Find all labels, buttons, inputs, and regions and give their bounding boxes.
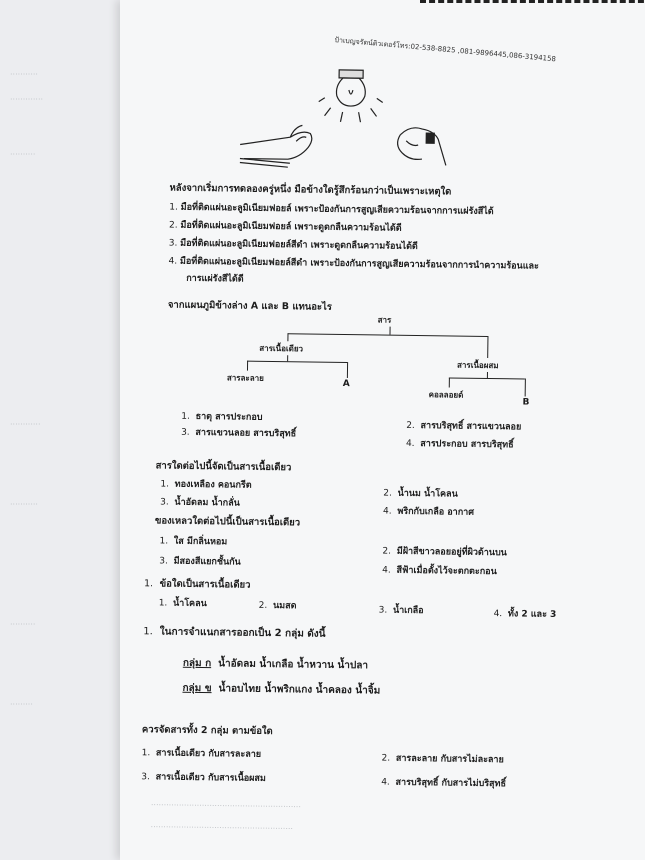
q5-option-4[interactable]	[494, 606, 557, 621]
tree-right: สารเนื้อผสม	[457, 360, 499, 371]
q3-stem: สารใดต่อไปนี้จัดเป็นสารเนื้อเดียว	[155, 460, 292, 474]
q4-option-4[interactable]	[382, 563, 497, 579]
question-number: 1.	[143, 578, 154, 590]
option-text: นมสด	[272, 601, 297, 612]
classification-tree	[226, 311, 530, 415]
option-text: น้ำเกลือ	[392, 605, 424, 617]
option-number: 2.	[383, 488, 392, 499]
option-number: 1.	[181, 411, 190, 422]
option-text: พริกกับเกลือ อากาศ	[397, 506, 475, 518]
tree-line	[389, 327, 390, 335]
group-b-label: กลุ่ม ข	[182, 682, 212, 695]
q6-option-4[interactable]	[381, 775, 506, 791]
q6-question: ควรจัดสารทั้ง 2 กลุ่ม ตามข้อใด	[141, 724, 273, 738]
option-text: ทั้ง 2 และ 3	[507, 609, 557, 620]
worksheet-page	[120, 0, 645, 860]
tree-line	[449, 377, 525, 379]
tree-line	[487, 336, 488, 358]
q1-option-2[interactable]	[169, 218, 402, 235]
option-text: สารละลาย กับสารไม่ละลาย	[395, 753, 504, 766]
q3-option-4[interactable]	[383, 504, 474, 519]
q3-option-2[interactable]	[383, 486, 458, 501]
option-text: มีสองสีแยกชั้นกัน	[173, 556, 241, 568]
page-content: หลังจากเริ่มการทดลองครู่หนึ่ง มือข้างใดรู้สึกร้อนกว่าเป็นเพราะเหตุใด 1. มือที่ติดแผ่นอะลูมิเนียมฟอยล์ เพราะป้องกันการสูญเสียความร้อนจากการแผ่รังสีได้ 2. มือที่ติดแผ่นอะลูมิเนียมฟอยล์ เพราะดูดกลืนความร้อนได้ดี 3. มือที่ติดแผ่นอะลูมิเนียมฟอยล์สีดำ เพราะดูดกลืนความร้อนได้ดี 4. มือที่ติดแผ่นอะลูมิเนียมฟอยล์สีดำ เพราะป้องกันการสูญเสียความร้อนจากการนำความร้อนและ การแผ่รังสีได้ดี จากแผนภูมิข้างล่าง A และ B แทนอะไร สาร สารเนื้อเดียว สารเนื้อผสม สารละลาย A คอลลอยด์ B 1. ธาตุ สารประกอบ 2. สารบริสุทธิ์ สารแขวนลอย 3. สารแขวนลอย สารบริสุทธิ์ 4. สารประกอบ สารบริสุทธิ์ สารใดต่อไปนี้จัดเป็นสารเนื้อเดียว 1. ทองเหลือง คอนกรีต 2. น้ำนม น้ำโคลน 3. น้ำอัดลม น้ำกลั่น 4. พริกกับเกลือ อากาศ ของเหลวใดต่อไปนี้เป็นสารเนื้อเดียว 1. ใส มีกลิ่นหอม 2. มีฝ้าสีขาวลอยอยู่ที่ผิวด้านบน 3. มีสองสีแยกชั้นกัน 4. สีฟ้าเมื่อตั้งไว้จะตกตะกอน 1. ข้อใดเป็นสารเนื้อเดียว 1. น้ำโคลน 2. นมสด 3. น้ำเกลือ 4. ทั้ง 2 และ 3 1. ในการจำแนกสารออกเป็น 2 กลุ่ม ดังนี้ กลุ่ม ก น้ำอัดลม น้ำเกลือ น้ำหวาน น้ำปลา กลุ่ม ข น้ำอบไทย น้ำพริกแกง น้ำคลอง น้ำจิ้ม ควรจัดสารทั้ง 2 กลุ่ม ตามข้อใด 1. สารเนื้อเดียว กับสารละลาย 2. สารละลาย กับสารไม่ละลาย 3. สารเนื้อเดียว กับสารเนื้อผสม 4. สารบริสุทธิ์ กับสารไม่บริสุทธิ์ ··························································· ························································	[120, 10, 632, 860]
option-number: 4.	[382, 565, 391, 576]
group-b-items: น้ำอบไทย น้ำพริกแกง น้ำคลอง น้ำจิ้ม	[218, 683, 381, 697]
tree-line	[247, 361, 347, 364]
tree-line	[347, 362, 348, 378]
option-text: มีฝ้าสีขาวลอยอยู่ที่ผิวด้านบน	[396, 546, 507, 559]
tree-left: สารเนื้อเดียว	[259, 343, 304, 354]
tree-line	[287, 333, 487, 337]
option-text: น้ำโคลน	[172, 598, 207, 610]
option-text: สารเนื้อเดียว กับสารเนื้อผสม	[155, 772, 266, 784]
option-text: มือที่ติดแผ่นอะลูมิเนียมฟอยล์ เพราะป้องกันการสูญเสียความร้อนจากการแผ่รังสีได้	[180, 202, 494, 218]
option-text: สารเนื้อเดียว กับสารละลาย	[155, 748, 262, 760]
option-number: 4.	[168, 256, 178, 267]
q1-option-1[interactable]	[169, 200, 494, 219]
option-number: 2.	[381, 753, 391, 764]
q1-option-4[interactable]	[168, 254, 539, 273]
q2-stem: จากแผนภูมิข้างล่าง A และ B แทนอะไร	[167, 299, 333, 313]
question-number: 1.	[143, 626, 153, 638]
option-number: 3.	[141, 772, 150, 783]
q1-stem: หลังจากเริ่มการทดลองครู่หนึ่ง มือข้างใดรู้สึกร้อนกว่าเป็นเพราะเหตุใด	[169, 182, 452, 198]
contact-header: ป้าเบญจรัตน์ติวเตอร์โทร:02-538-8825 ,081-9896445,086-3194158	[334, 35, 557, 64]
option-text: มือที่ติดแผ่นอะลูมิเนียมฟอยล์ เพราะดูดกลืนความร้อนได้ดี	[180, 220, 402, 234]
q3-option-1[interactable]	[160, 476, 251, 491]
option-text: สารบริสุทธิ์ สารแขวนลอย	[420, 421, 522, 433]
q5-stem	[144, 576, 251, 592]
option-text: ธาตุ สารประกอบ	[195, 411, 263, 423]
tree-line	[287, 333, 288, 341]
option-text: สีฟ้าเมื่อตั้งไว้จะตกตะกอน	[396, 565, 497, 578]
option-number: 3.	[159, 556, 168, 567]
q4-option-2[interactable]	[382, 544, 507, 560]
option-number: 3.	[378, 605, 388, 616]
option-number: 1.	[169, 202, 178, 213]
option-text: น้ำนม น้ำโคลน	[397, 488, 458, 500]
option-number: 4.	[381, 777, 390, 788]
option-number: 1.	[159, 536, 169, 547]
group-a-label: กลุ่ม ก	[182, 657, 212, 670]
tree-right-right: B	[522, 397, 530, 408]
q5-option-2[interactable]	[259, 598, 297, 613]
group-a-items: น้ำอัดลม น้ำเกลือ น้ำหวาน น้ำปลา	[218, 658, 369, 672]
option-number: 4.	[405, 438, 415, 449]
tree-right-left: คอลลอยด์	[428, 390, 464, 400]
q6-option-2[interactable]	[381, 751, 503, 767]
option-number: 3.	[181, 427, 190, 438]
option-text: สารแขวนลอย สารบริสุทธิ์	[195, 427, 297, 440]
option-number: 4.	[382, 506, 392, 517]
question-text: ในการจำแนกสารออกเป็น 2 กลุ่ม ดังนี้	[159, 626, 326, 640]
q2-option-2[interactable]	[406, 418, 521, 434]
tree-left-left: สารละลาย	[226, 373, 264, 383]
option-number: 3.	[160, 497, 169, 508]
q5-option-1[interactable]	[159, 595, 207, 610]
previous-page: ··········· ············· ·········· ············ ··········· ·········· ·········	[0, 0, 160, 860]
q1-option-3[interactable]	[169, 236, 418, 253]
option-text: ทองเหลือง คอนกรีต	[174, 479, 252, 491]
option-text: ใส มีกลิ่นหอม	[173, 536, 228, 548]
q2-option-3[interactable]	[181, 425, 296, 441]
option-number: 2.	[258, 600, 268, 611]
group-b	[182, 681, 380, 699]
question-text: ข้อใดเป็นสารเนื้อเดียว	[159, 578, 251, 591]
option-text: มือที่ติดแผ่นอะลูมิเนียมฟอยล์สีดำ เพราะป้องกันการสูญเสียความร้อนจากการนำความร้อนและ	[179, 256, 539, 272]
option-text: สารประกอบ สารบริสุทธิ์	[420, 439, 514, 451]
q5-option-3[interactable]	[379, 603, 424, 618]
q4-option-1[interactable]	[159, 533, 227, 548]
group-a	[183, 656, 368, 674]
q6-option-1[interactable]	[142, 745, 262, 761]
option-number: 1.	[141, 748, 151, 759]
option-text: สารบริสุทธิ์ กับสารไม่บริสุทธิ์	[395, 777, 507, 790]
tree-line	[525, 379, 526, 397]
tree-line	[247, 361, 248, 371]
option-number: 2.	[382, 546, 392, 557]
q4-option-3[interactable]	[159, 553, 241, 568]
q3-option-3[interactable]	[160, 494, 240, 509]
q6-stem	[143, 624, 325, 642]
option-number: 2.	[168, 220, 178, 231]
option-number: 4.	[493, 609, 503, 620]
option-text: มือที่ติดแผ่นอะลูมิเนียมฟอยล์สีดำ เพราะดูดกลืนความร้อนได้ดี	[180, 238, 418, 253]
q2-option-1[interactable]	[181, 409, 262, 424]
tree-left-right: A	[342, 378, 350, 390]
option-number: 2.	[406, 420, 415, 431]
tree-line	[449, 377, 450, 387]
q6-option-3[interactable]	[141, 769, 266, 785]
q2-option-4[interactable]	[406, 436, 514, 452]
hands-lamp-illustration	[230, 66, 462, 179]
option-number: 3.	[168, 238, 178, 249]
q1-option-4-continued: การแผ่รังสีได้ดี	[186, 273, 244, 285]
option-number: 1.	[158, 598, 168, 609]
option-text: น้ำอัดลม น้ำกลั่น	[174, 497, 240, 509]
option-number: 1.	[160, 479, 170, 490]
tree-root: สาร	[377, 315, 392, 325]
q4-stem: ของเหลวใดต่อไปนี้เป็นสารเนื้อเดียว	[154, 515, 301, 529]
